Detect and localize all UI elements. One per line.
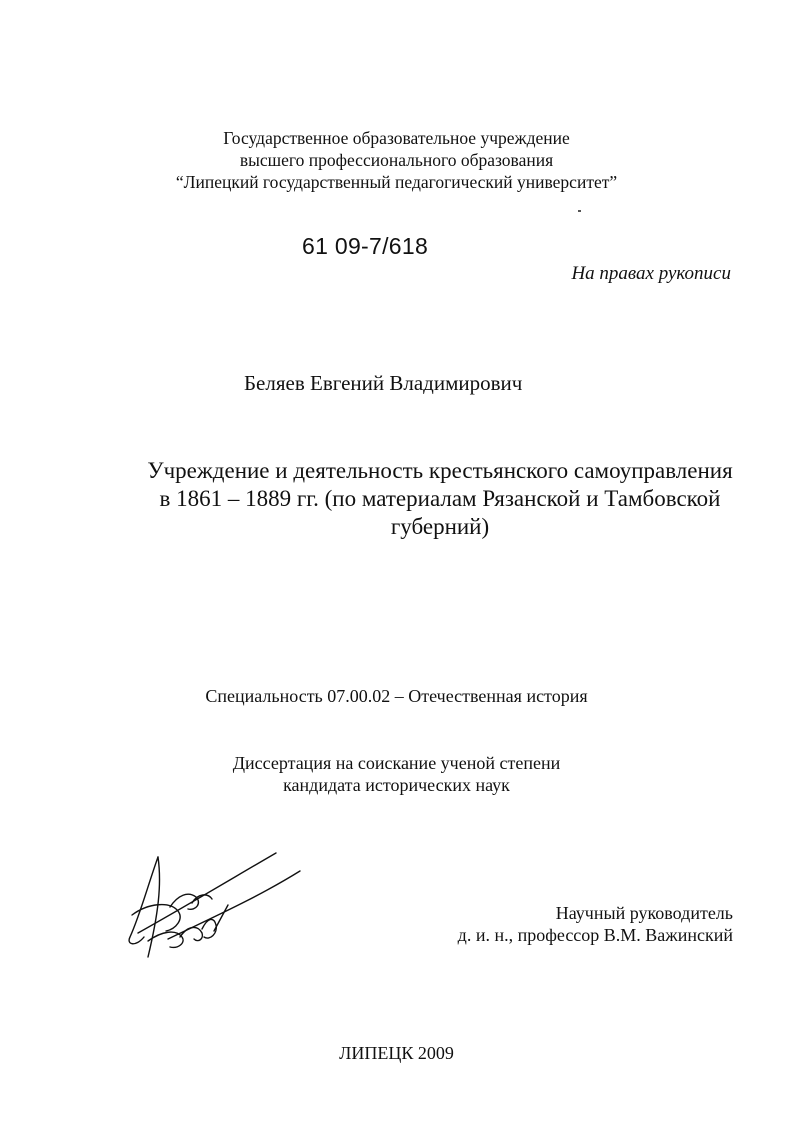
- handwritten-signature: [118, 845, 308, 965]
- institution-block: [0, 127, 793, 193]
- advisor-block: [458, 902, 733, 946]
- degree-block: [0, 752, 793, 796]
- specialty: Специальность 07.00.02 – Отечественная история: [205, 686, 588, 706]
- advisor-label: Научный руководитель: [555, 903, 733, 923]
- institution-line: высшего профессионального образования: [239, 150, 554, 170]
- advisor-name: д. и. н., профессор В.М. Важинский: [457, 925, 733, 945]
- archive-code: 61 09-7/618: [302, 233, 429, 259]
- author-name: Беляев Евгений Владимирович: [244, 371, 523, 395]
- institution-line: “Липецкий государственный педагогический университет”: [175, 172, 618, 192]
- degree-line: Диссертация на соискание ученой степени: [232, 753, 561, 773]
- dissertation-title: [80, 457, 793, 541]
- title-line: губерний): [390, 514, 490, 539]
- title-line: Учреждение и деятельность крестьянского самоуправления: [147, 458, 733, 483]
- scan-speck: [578, 210, 581, 212]
- manuscript-note: На правах рукописи: [571, 263, 731, 284]
- city-year: ЛИПЕЦК 2009: [339, 1043, 454, 1063]
- title-line: в 1861 – 1889 гг. (по материалам Рязанской и Тамбовской: [159, 486, 721, 511]
- degree-line: кандидата исторических наук: [283, 775, 510, 795]
- institution-line: Государственное образовательное учреждение: [223, 128, 570, 148]
